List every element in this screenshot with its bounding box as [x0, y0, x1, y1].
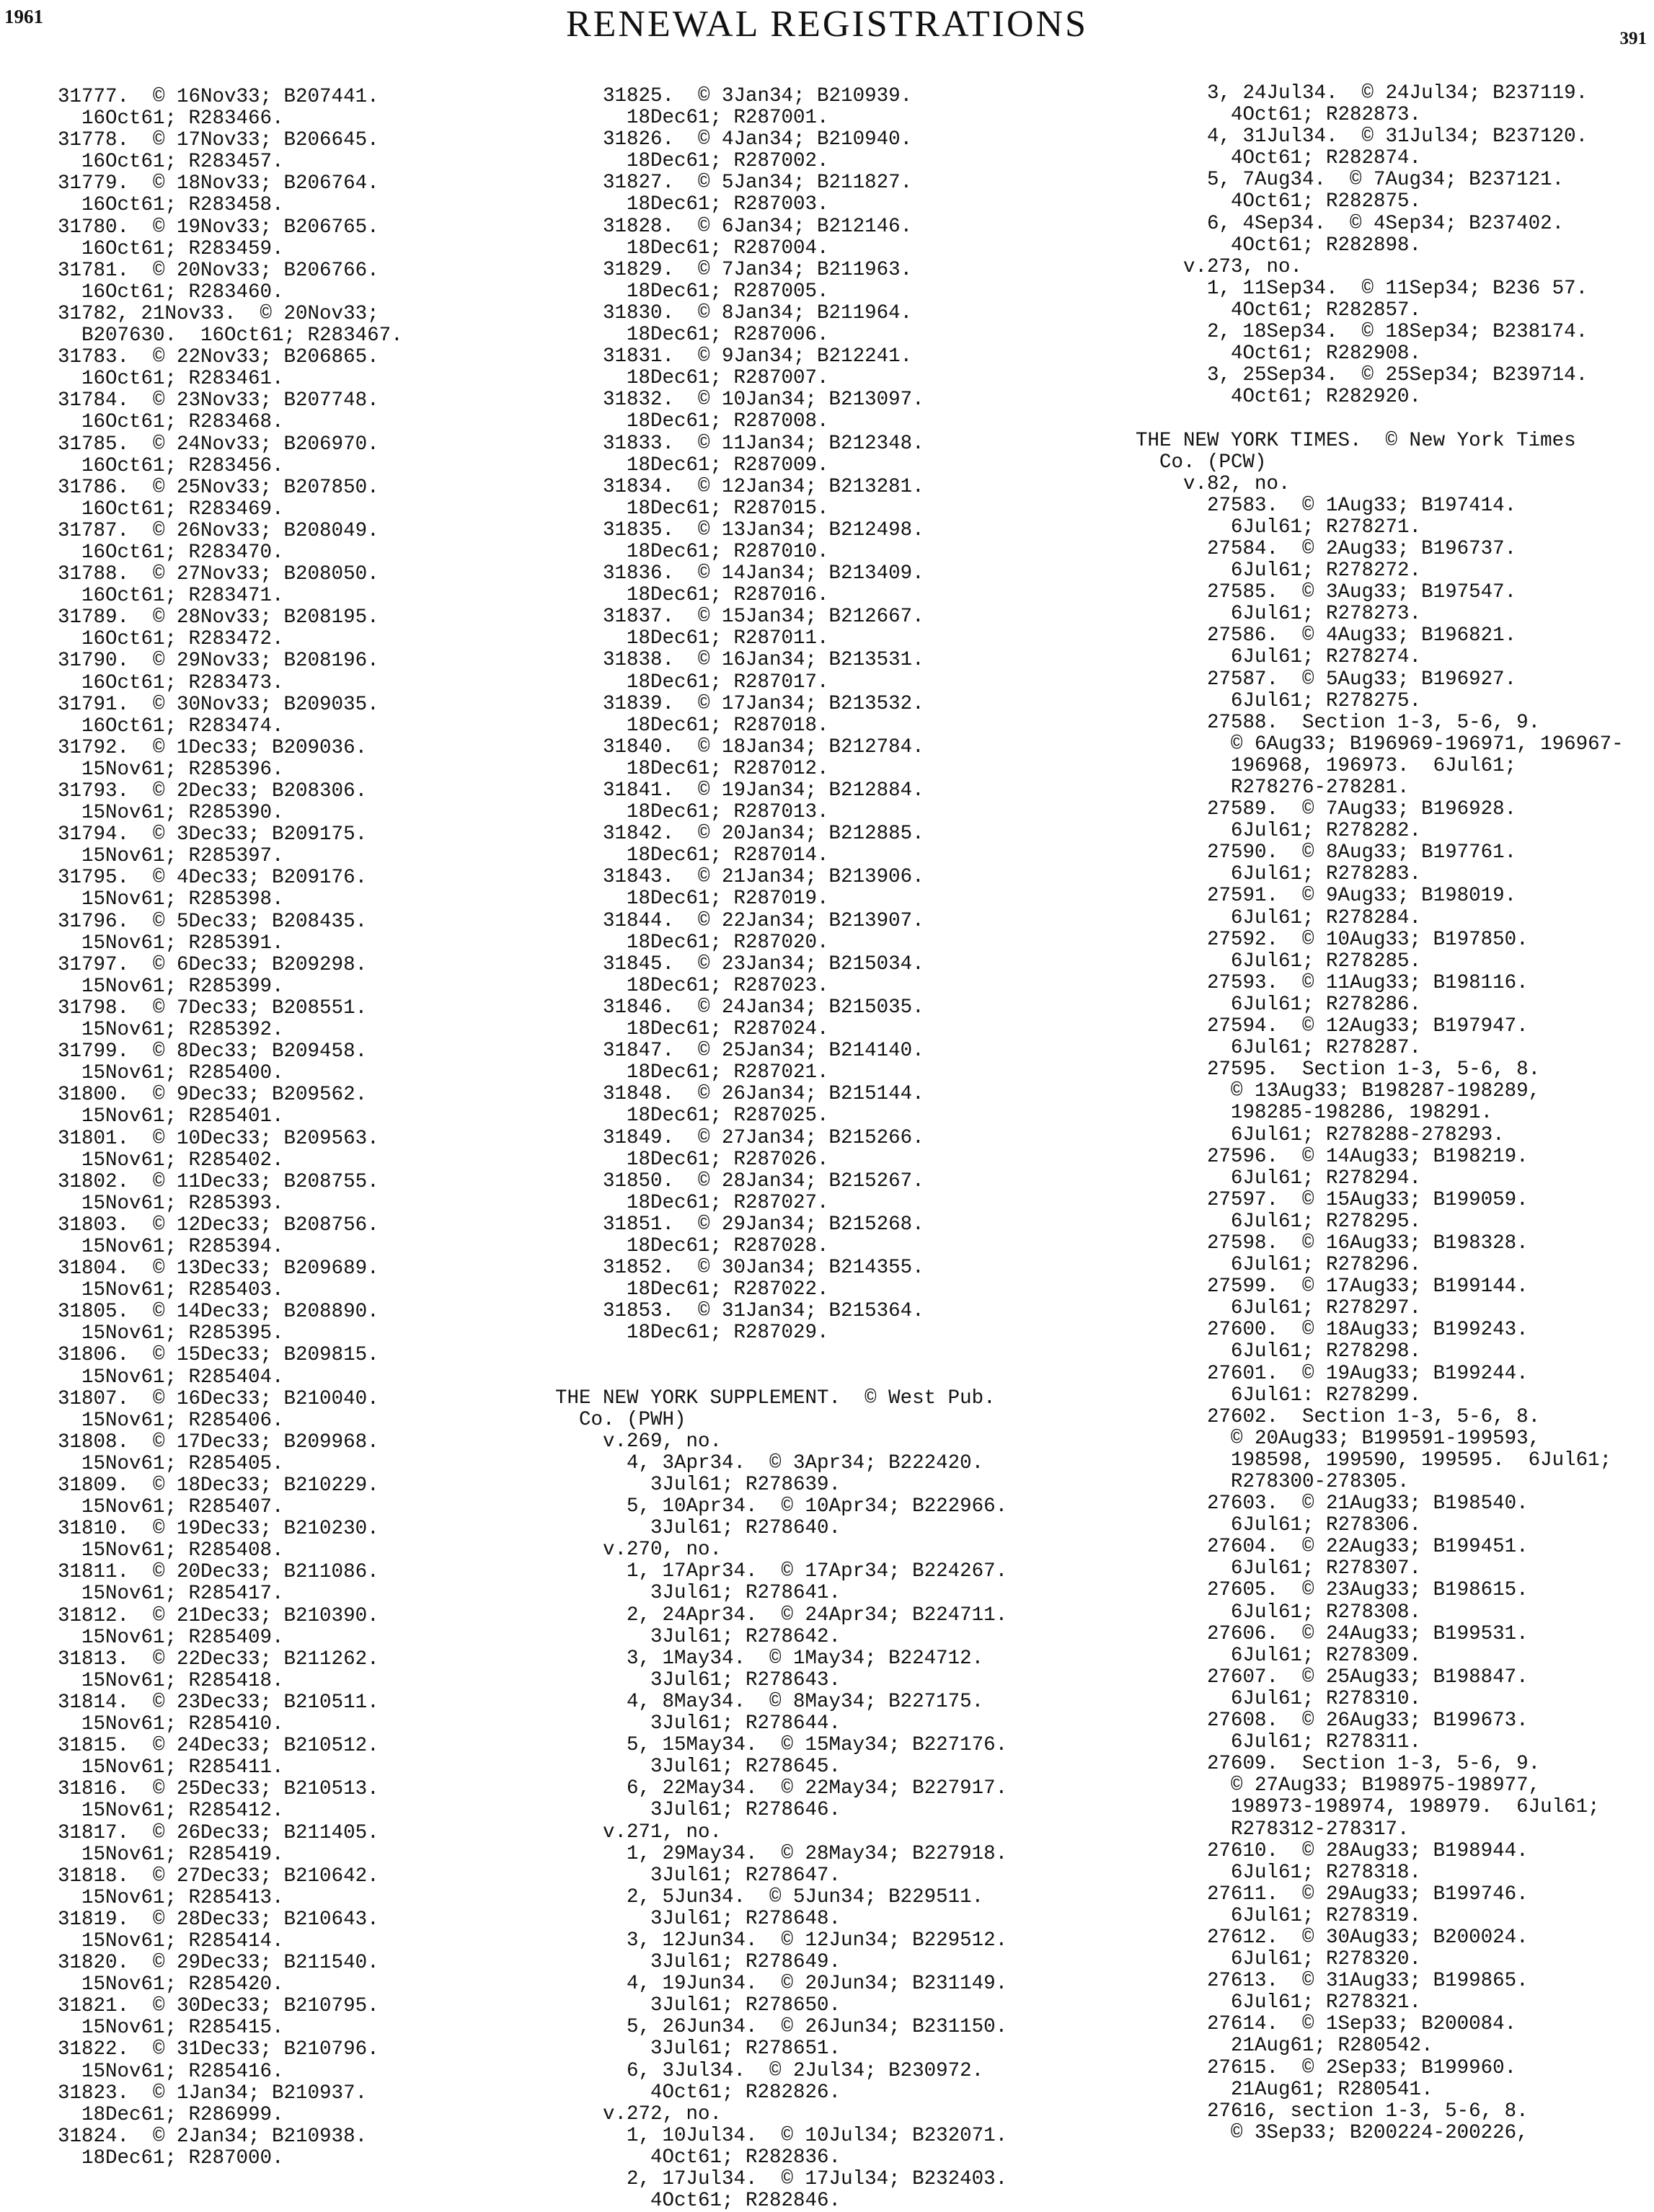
entry-line: 31826. © 4Jan34; B210940. — [555, 128, 913, 151]
entry-line: 4Oct61; R282908. — [1136, 342, 1422, 366]
entry-line: 198285-198286, 198291. — [1136, 1102, 1493, 1125]
entry-line: 27596. © 14Aug33; B198219. — [1136, 1145, 1529, 1168]
entry-line: 1, 17Apr34. © 17Apr34; B224267. — [555, 1560, 1008, 1583]
entry-line: 31819. © 28Dec33; B210643. — [58, 1908, 379, 1931]
entry-line: 3Jul61; R278645. — [555, 1756, 841, 1779]
entry-line: 1, 10Jul34. © 10Jul34; B232071. — [555, 2124, 1008, 2147]
entry-line: 18Dec61; R287017. — [555, 671, 829, 694]
entry-line: 27616, section 1-3, 5-6, 8. — [1136, 2100, 1529, 2123]
entry-line: 6, 3Jul34. © 2Jul34; B230972. — [555, 2059, 984, 2082]
entry-line: 31777. © 16Nov33; B207441. — [58, 86, 379, 108]
entry-line: 31809. © 18Dec33; B210229. — [58, 1474, 379, 1497]
entry-line: 27604. © 22Aug33; B199451. — [1136, 1536, 1529, 1559]
entry-line: 27610. © 28Aug33; B198944. — [1136, 1839, 1529, 1862]
entry-line: 27613. © 31Aug33; B199865. — [1136, 1970, 1529, 1993]
entry-line: 15Nov61; R285418. — [58, 1669, 284, 1692]
entry-line: 15Nov61; R285398. — [58, 888, 284, 911]
entry-line: 31849. © 27Jan34; B215266. — [555, 1126, 924, 1149]
entry-line: 31810. © 19Dec33; B210230. — [58, 1518, 379, 1541]
entry-line: 31787. © 26Nov33; B208049. — [58, 519, 379, 542]
entry-line: 6, 22May34. © 22May34; B227917. — [555, 1777, 1008, 1800]
entry-line: 3, 1May34. © 1May34; B224712. — [555, 1647, 984, 1670]
entry-line: 6Jul61; R278297. — [1136, 1297, 1422, 1320]
entry-line: 18Dec61; R287025. — [555, 1105, 829, 1128]
entry-line: 18Dec61; R287015. — [555, 497, 829, 520]
entry-line: 31836. © 14Jan34; B213409. — [555, 562, 924, 585]
entry-line: 6Jul61; R278307. — [1136, 1557, 1422, 1580]
entry-line: 18Dec61; R287019. — [555, 888, 829, 911]
entry-line: 31778. © 17Nov33; B206645. — [58, 129, 379, 152]
entry-line: 27588. Section 1-3, 5-6, 9. — [1136, 711, 1541, 734]
entry-line: 31798. © 7Dec33; B208551. — [58, 996, 368, 1019]
entry-line: 31847. © 25Jan34; B214140. — [555, 1040, 924, 1063]
entry-line: 15Nov61; R285395. — [58, 1322, 284, 1345]
entry-line: v.269, no. — [555, 1430, 722, 1453]
entry-line: 5, 7Aug34. © 7Aug34; B237121. — [1136, 169, 1565, 192]
entry-line: 18Dec61; R287001. — [555, 107, 829, 130]
entry-line: 31807. © 16Dec33; B210040. — [58, 1387, 379, 1410]
entry-line: 18Dec61; R287007. — [555, 367, 829, 390]
entry-line: 31834. © 12Jan34; B213281. — [555, 475, 924, 498]
entry-line: 6Jul61; R278310. — [1136, 1687, 1422, 1710]
entry-line: 16Oct61; R283460. — [58, 280, 284, 304]
entry-line: 15Nov61; R285390. — [58, 802, 284, 825]
entry-line: v.272, no. — [555, 2102, 722, 2125]
entry-line: THE NEW YORK TIMES. © New York Times — [1136, 429, 1576, 452]
entry-line: 31813. © 22Dec33; B211262. — [58, 1647, 379, 1671]
entry-line: 2, 17Jul34. © 17Jul34; B232403. — [555, 2168, 1008, 2190]
entry-line: 16Oct61; R283474. — [58, 715, 284, 738]
entry-line: 6, 4Sep34. © 4Sep34; B237402. — [1136, 212, 1565, 235]
entry-line: 27589. © 7Aug33; B196928. — [1136, 798, 1517, 821]
entry-line: 18Dec61; R287023. — [555, 974, 829, 997]
entry-line: 27595. Section 1-3, 5-6, 8. — [1136, 1058, 1541, 1081]
header-year: 1961 — [4, 6, 43, 27]
entry-line: 31792. © 1Dec33; B209036. — [58, 736, 368, 759]
entry-line: © 27Aug33; B198975-198977, — [1136, 1774, 1541, 1797]
entry-line: 18Dec61; R287024. — [555, 1018, 829, 1041]
entry-line: 4Oct61; R282898. — [1136, 234, 1422, 257]
entry-line: 6Jul61; R278271. — [1136, 516, 1422, 539]
entry-line: 31814. © 23Dec33; B210511. — [58, 1691, 379, 1714]
entry-line: 31822. © 31Dec33; B210796. — [58, 2038, 379, 2061]
entry-line: 31831. © 9Jan34; B212241. — [555, 345, 913, 368]
entry-line: 31828. © 6Jan34; B212146. — [555, 215, 913, 238]
entry-line: 3Jul61; R278648. — [555, 1907, 841, 1930]
entry-line: 27594. © 12Aug33; B197947. — [1136, 1015, 1529, 1038]
entry-line: 6Jul61; R278286. — [1136, 993, 1422, 1016]
entry-line: 6Jul61; R278283. — [1136, 863, 1422, 886]
entry-line: 15Nov61; R285420. — [58, 1973, 284, 1996]
entry-line: 27591. © 9Aug33; B198019. — [1136, 885, 1517, 908]
entry-line: 3Jul61; R278639. — [555, 1474, 841, 1496]
entry-line: 3, 12Jun34. © 12Jun34; B229512. — [555, 1929, 1008, 1952]
entry-line: v.271, no. — [555, 1821, 722, 1844]
entry-line: 27587. © 5Aug33; B196927. — [1136, 668, 1517, 691]
entry-line: 31820. © 29Dec33; B211540. — [58, 1952, 379, 1975]
entry-line: 6Jul61; R278318. — [1136, 1861, 1422, 1884]
entry-line: 2, 24Apr34. © 24Apr34; B224711. — [555, 1603, 1008, 1627]
entry-line: 16Oct61; R283458. — [58, 194, 284, 217]
entry-line: 15Nov61; R285409. — [58, 1626, 284, 1649]
entry-line: 31825. © 3Jan34; B210939. — [555, 85, 913, 107]
blank-line — [1136, 408, 1624, 430]
entry-line: 15Nov61; R285412. — [58, 1800, 284, 1823]
entry-line: 18Dec61; R287005. — [555, 280, 829, 303]
column-2 — [555, 86, 1007, 2212]
entry-line: 31853. © 31Jan34; B215364. — [555, 1300, 924, 1323]
entry-line: 31806. © 15Dec33; B209815. — [58, 1344, 379, 1367]
entry-line: 15Nov61; R285394. — [58, 1235, 284, 1258]
entry-line: 16Oct61; R283472. — [58, 628, 284, 651]
entry-line: R278300-278305. — [1136, 1471, 1410, 1493]
entry-line: 27612. © 30Aug33; B200024. — [1136, 1926, 1529, 1949]
entry-line: 18Dec61; R287027. — [555, 1191, 829, 1214]
entry-line: 15Nov61; R285401. — [58, 1105, 284, 1128]
entry-line: 2, 18Sep34. © 18Sep34; B238174. — [1136, 321, 1588, 344]
entry-line: 31800. © 9Dec33; B209562. — [58, 1084, 368, 1107]
entry-line: 3Jul61; R278647. — [555, 1864, 841, 1887]
entry-line: 16Oct61; R283459. — [58, 237, 284, 260]
entry-line: © 13Aug33; B198287-198289, — [1136, 1080, 1541, 1103]
entry-line: 3Jul61; R278649. — [555, 1951, 841, 1974]
entry-line: 6Jul61; R278273. — [1136, 603, 1422, 626]
entry-line: 18Dec61; R287010. — [555, 540, 829, 563]
entry-line: 15Nov61; R285400. — [58, 1062, 284, 1085]
entry-line: 15Nov61; R285403. — [58, 1279, 284, 1302]
entry-line: 15Nov61; R285399. — [58, 975, 284, 998]
entry-line: v.273, no. — [1136, 255, 1303, 278]
entry-line: 15Nov61; R285402. — [58, 1149, 284, 1172]
entry-line: 3Jul61; R278643. — [555, 1668, 841, 1691]
entry-line: 15Nov61; R285393. — [58, 1192, 284, 1215]
entry-line: 16Oct61; R283466. — [58, 107, 284, 130]
entry-line: R278312-278317. — [1136, 1818, 1410, 1841]
entry-line: 18Dec61; R287020. — [555, 931, 829, 954]
entry-line: 16Oct61; R283473. — [58, 671, 284, 694]
entry-line: 27583. © 1Aug33; B197414. — [1136, 494, 1517, 517]
entry-line: 3Jul61; R278650. — [555, 1994, 841, 2017]
entry-line: 18Dec61; R287002. — [555, 150, 829, 173]
entry-line: 31845. © 23Jan34; B215034. — [555, 952, 924, 976]
entry-line: 15Nov61; R285419. — [58, 1843, 284, 1866]
entry-line: 5, 15May34. © 15May34; B227176. — [555, 1734, 1008, 1757]
entry-line: 21Aug61; R280541. — [1136, 2078, 1433, 2101]
entry-line: 6Jul61; R278308. — [1136, 1601, 1422, 1624]
entry-line: 1, 11Sep34. © 11Sep34; B236 57. — [1136, 277, 1588, 300]
entry-line: 18Dec61; R287003. — [555, 193, 829, 216]
entry-line: 31803. © 12Dec33; B208756. — [58, 1213, 379, 1236]
entry-line: 31781. © 20Nov33; B206766. — [58, 259, 379, 282]
entry-line: 18Dec61; R287022. — [555, 1278, 829, 1301]
entry-line: 31827. © 5Jan34; B211827. — [555, 172, 913, 195]
entry-line: 3Jul61; R278640. — [555, 1517, 841, 1540]
entry-line: 15Nov61; R285410. — [58, 1713, 284, 1736]
entry-line: 15Nov61; R285416. — [58, 2060, 284, 2083]
entry-line: 31804. © 13Dec33; B209689. — [58, 1257, 379, 1280]
entry-line: 31837. © 15Jan34; B212667. — [555, 606, 924, 629]
entry-line: 31852. © 30Jan34; B214355. — [555, 1257, 924, 1280]
entry-line: 31791. © 30Nov33; B209035. — [58, 693, 379, 716]
page-title: RENEWAL REGISTRATIONS — [565, 4, 1089, 45]
entry-line: 15Nov61; R285415. — [58, 2017, 284, 2040]
entry-line: 31785. © 24Nov33; B206970. — [58, 433, 379, 456]
entry-line: 4Oct61; R282920. — [1136, 386, 1422, 409]
entry-line: 3Jul61; R278646. — [555, 1799, 841, 1822]
entry-line: 3, 24Jul34. © 24Jul34; B237119. — [1136, 82, 1588, 105]
entry-line: © 6Aug33; B196969-196971, 196967- — [1136, 733, 1624, 756]
blank-line — [555, 1344, 1007, 1366]
entry-line: 16Oct61; R283468. — [58, 411, 284, 434]
entry-line: 6Jul61; R278306. — [1136, 1514, 1422, 1537]
entry-line: 15Nov61; R285391. — [58, 932, 284, 955]
entry-line: 4Oct61; R282857. — [1136, 298, 1422, 322]
entry-line: 4, 8May34. © 8May34; B227175. — [555, 1690, 984, 1713]
entry-line: 6Jul61; R278285. — [1136, 950, 1422, 973]
entry-line: 18Dec61; R287026. — [555, 1148, 829, 1171]
entry-line: 31840. © 18Jan34; B212784. — [555, 735, 924, 758]
entry-line: 4Oct61; R282875. — [1136, 190, 1422, 213]
entry-line: 27614. © 1Sep33; B200084. — [1136, 2013, 1517, 2036]
column-3 — [1136, 83, 1624, 2144]
entry-line: 5, 26Jun34. © 26Jun34; B231150. — [555, 2016, 1008, 2039]
entry-line: 18Dec61; R287011. — [555, 627, 829, 650]
entry-line: 31801. © 10Dec33; B209563. — [58, 1127, 379, 1150]
entry-line: 16Oct61; R283461. — [58, 368, 284, 391]
entry-line: 31799. © 8Dec33; B209458. — [58, 1040, 368, 1063]
entry-line: 6Jul61; R278295. — [1136, 1210, 1422, 1233]
entry-line: 3Jul61; R278651. — [555, 2038, 841, 2061]
entry-line: 6Jul61; R278296. — [1136, 1254, 1422, 1277]
entry-line: 31782, 21Nov33. © 20Nov33; — [58, 302, 379, 325]
entry-line: 4, 3Apr34. © 3Apr34; B222420. — [555, 1451, 984, 1474]
entry-line: 31841. © 19Jan34; B212884. — [555, 779, 924, 802]
entry-line: 6Jul61; R278320. — [1136, 1948, 1422, 1971]
entry-line: 27615. © 2Sep33; B199960. — [1136, 2056, 1517, 2079]
entry-line: 27605. © 23Aug33; B198615. — [1136, 1579, 1529, 1602]
entry-line: 31788. © 27Nov33; B208050. — [58, 563, 379, 586]
entry-line: 198973-198974, 198979. 6Jul61; — [1136, 1796, 1600, 1819]
entry-line: 198598, 199590, 199595. 6Jul61; — [1136, 1448, 1612, 1472]
entry-line: 27609. Section 1-3, 5-6, 9. — [1136, 1753, 1541, 1776]
entry-line: 27608. © 26Aug33; B199673. — [1136, 1709, 1529, 1733]
entry-line: 31795. © 4Dec33; B209176. — [58, 867, 368, 890]
entry-line: 4Oct61; R282874. — [1136, 147, 1422, 170]
entry-line: 27593. © 11Aug33; B198116. — [1136, 971, 1529, 994]
entry-line: 6Jul61; R278287. — [1136, 1037, 1422, 1060]
entry-line: 16Oct61; R283457. — [58, 151, 284, 174]
entry-line: 31811. © 20Dec33; B211086. — [58, 1561, 379, 1584]
entry-line: 27586. © 4Aug33; B196821. — [1136, 624, 1517, 647]
entry-line: 18Dec61; R287029. — [555, 1322, 829, 1345]
entry-line: 27603. © 21Aug33; B198540. — [1136, 1492, 1529, 1516]
entry-line: 15Nov61; R285405. — [58, 1452, 284, 1475]
entry-line: 6Jul61; R278311. — [1136, 1731, 1422, 1754]
entry-line: 27584. © 2Aug33; B196737. — [1136, 537, 1517, 560]
entry-line: 31835. © 13Jan34; B212498. — [555, 518, 924, 541]
entry-line: 31823. © 1Jan34; B210937. — [58, 2082, 368, 2105]
entry-line: 31808. © 17Dec33; B209968. — [58, 1430, 379, 1454]
entry-line: 31802. © 11Dec33; B208755. — [58, 1170, 379, 1193]
entry-line: 4, 19Jun34. © 20Jun34; B231149. — [555, 1973, 1008, 1996]
entry-line: 31832. © 10Jan34; B213097. — [555, 389, 924, 412]
entry-line: 31805. © 14Dec33; B208890. — [58, 1301, 379, 1324]
entry-line: 27600. © 18Aug33; B199243. — [1136, 1319, 1529, 1342]
entry-line: 196968, 196973. 6Jul61; — [1136, 754, 1517, 777]
entry-line: © 3Sep33; B200224-200226, — [1136, 2121, 1529, 2144]
entry-line: 31839. © 17Jan34; B213532. — [555, 692, 924, 715]
entry-line: 18Dec61; R286999. — [58, 2103, 284, 2126]
entry-line: 15Nov61; R285397. — [58, 845, 284, 868]
entry-line: 27602. Section 1-3, 5-6, 8. — [1136, 1405, 1541, 1428]
entry-line: 16Oct61; R283471. — [58, 585, 284, 608]
entry-line: 31844. © 22Jan34; B213907. — [555, 909, 924, 932]
entry-line: 31780. © 19Nov33; B206765. — [58, 216, 379, 239]
entry-line: 4Oct61; R282846. — [555, 2190, 841, 2212]
entry-line: 6Jul61; R278282. — [1136, 820, 1422, 843]
entry-line: 15Nov61; R285417. — [58, 1583, 284, 1606]
entry-line: 6Jul61; R278274. — [1136, 646, 1422, 669]
entry-line: 31797. © 6Dec33; B209298. — [58, 953, 368, 976]
entry-line: 18Dec61; R287009. — [555, 454, 829, 477]
entry-line: Co. (PCW) — [1136, 451, 1267, 474]
entry-line: 6Jul61; R278321. — [1136, 1991, 1422, 2014]
entry-line: 27599. © 17Aug33; B199144. — [1136, 1275, 1529, 1299]
entry-line: 31796. © 5Dec33; B208435. — [58, 910, 368, 933]
entry-line: 31815. © 24Dec33; B210512. — [58, 1735, 379, 1758]
entry-line: 6Jul61; R278298. — [1136, 1340, 1422, 1363]
entry-line: 31786. © 25Nov33; B207850. — [58, 476, 379, 499]
entry-line: 16Oct61; R283456. — [58, 454, 284, 477]
entry-line: 31829. © 7Jan34; B211963. — [555, 258, 913, 281]
entry-line: 16Oct61; R283470. — [58, 541, 284, 564]
entry-line: 4Oct61; R282826. — [555, 2081, 841, 2104]
entry-line: 27585. © 3Aug33; B197547. — [1136, 581, 1517, 604]
column-1 — [58, 87, 403, 2169]
entry-line: 6Jul61; R278288-278293. — [1136, 1123, 1505, 1146]
entry-line: 15Nov61; R285408. — [58, 1539, 284, 1562]
entry-line: 27611. © 29Aug33; B199746. — [1136, 1883, 1529, 1906]
entry-line: 27590. © 8Aug33; B197761. — [1136, 841, 1517, 864]
entry-line: 3, 25Sep34. © 25Sep34; B239714. — [1136, 364, 1588, 387]
entry-line: 31851. © 29Jan34; B215268. — [555, 1213, 924, 1236]
entry-line: 27601. © 19Aug33; B199244. — [1136, 1362, 1529, 1385]
entry-line: 31783. © 22Nov33; B206865. — [58, 346, 379, 369]
entry-line: © 20Aug33; B199591-199593, — [1136, 1427, 1541, 1450]
entry-line: v.270, no. — [555, 1539, 722, 1562]
page-number: 391 — [1619, 29, 1647, 48]
entry-line: 27606. © 24Aug33; B199531. — [1136, 1622, 1529, 1645]
entry-line: 31789. © 28Nov33; B208195. — [58, 606, 379, 629]
entry-line: 3Jul61; R278642. — [555, 1625, 841, 1648]
entry-line: 18Dec61; R287008. — [555, 410, 829, 433]
entry-line: 31784. © 23Nov33; B207748. — [58, 389, 379, 412]
entry-line: 18Dec61; R287004. — [555, 236, 829, 260]
entry-line: 15Nov61; R285406. — [58, 1409, 284, 1432]
entry-line: 31818. © 27Dec33; B210642. — [58, 1864, 379, 1888]
entry-line: 15Nov61; R285413. — [58, 1886, 284, 1909]
entry-line: 15Nov61; R285404. — [58, 1366, 284, 1389]
entry-line: 4Oct61; R282836. — [555, 2146, 841, 2169]
entry-line: 31842. © 20Jan34; B212885. — [555, 823, 924, 846]
entry-line: 18Dec61; R287013. — [555, 801, 829, 824]
entry-line: 31843. © 21Jan34; B213906. — [555, 866, 924, 889]
entry-line: 31830. © 8Jan34; B211964. — [555, 301, 913, 324]
entry-line: 18Dec61; R287006. — [555, 324, 829, 347]
entry-line: 18Dec61; R287000. — [58, 2146, 284, 2169]
entry-line: 27592. © 10Aug33; B197850. — [1136, 928, 1529, 951]
entry-line: 15Nov61; R285396. — [58, 758, 284, 781]
entry-line: 4, 31Jul34. © 31Jul34; B237120. — [1136, 125, 1588, 149]
entry-line: 31817. © 26Dec33; B211405. — [58, 1821, 379, 1844]
entry-line: 18Dec61; R287012. — [555, 757, 829, 780]
entry-line: 3Jul61; R278641. — [555, 1582, 841, 1605]
entry-line: 31824. © 2Jan34; B210938. — [58, 2125, 368, 2148]
entry-line: Co. (PWH) — [555, 1408, 686, 1431]
entry-line: 27597. © 15Aug33; B199059. — [1136, 1188, 1529, 1211]
entry-line: 6Jul61; R278319. — [1136, 1904, 1422, 1927]
entry-line: 31812. © 21Dec33; B210390. — [58, 1604, 379, 1627]
entry-line: 16Oct61; R283469. — [58, 497, 284, 521]
entry-line: 18Dec61; R287018. — [555, 714, 829, 737]
entry-line: 15Nov61; R285411. — [58, 1756, 284, 1779]
entry-line: v.82, no. — [1136, 472, 1291, 495]
entry-line: R278276-278281. — [1136, 777, 1410, 799]
page-header — [0, 0, 1654, 50]
entry-line: 5, 10Apr34. © 10Apr34; B222966. — [555, 1495, 1008, 1518]
entry-line: 18Dec61; R287028. — [555, 1234, 829, 1257]
entry-line: 6Jul61; R278294. — [1136, 1167, 1422, 1190]
entry-line: 31790. © 29Nov33; B208196. — [58, 650, 379, 673]
entry-line: 27607. © 25Aug33; B198847. — [1136, 1665, 1529, 1689]
entry-line: 31850. © 28Jan34; B215267. — [555, 1169, 924, 1193]
entry-line: 31816. © 25Dec33; B210513. — [58, 1778, 379, 1801]
entry-line: 2, 5Jun34. © 5Jun34; B229511. — [555, 1885, 984, 1908]
entry-line: 15Nov61; R285392. — [58, 1019, 284, 1042]
entry-line: 15Nov61; R285407. — [58, 1496, 284, 1519]
entry-line: 27598. © 16Aug33; B198328. — [1136, 1231, 1529, 1255]
entry-line: 18Dec61; R287021. — [555, 1061, 829, 1084]
entry-line: 6Jul61; R278275. — [1136, 689, 1422, 712]
entry-line: 18Dec61; R287016. — [555, 584, 829, 607]
entry-line: 6Jul61; R278284. — [1136, 906, 1422, 929]
entry-line: 15Nov61; R285414. — [58, 1929, 284, 1952]
entry-line: 6Jul61: R278299. — [1136, 1384, 1422, 1407]
entry-line: 31794. © 3Dec33; B209175. — [58, 823, 368, 846]
entry-line: 6Jul61; R278309. — [1136, 1644, 1422, 1667]
entry-line: THE NEW YORK SUPPLEMENT. © West Pub. — [555, 1386, 996, 1410]
entry-line: 31821. © 30Dec33; B210795. — [58, 1995, 379, 2018]
entry-line: 4Oct61; R282873. — [1136, 104, 1422, 127]
entry-line: 31833. © 11Jan34; B212348. — [555, 432, 924, 455]
entry-line: 1, 29May34. © 28May34; B227918. — [555, 1842, 1008, 1865]
entry-line: 6Jul61; R278272. — [1136, 559, 1422, 583]
entry-line: B207630. 16Oct61; R283467. — [58, 324, 403, 348]
entry-line: 31793. © 2Dec33; B208306. — [58, 780, 368, 802]
entry-line: 21Aug61; R280542. — [1136, 2035, 1433, 2058]
entry-line: 3Jul61; R278644. — [555, 1712, 841, 1735]
blank-line — [555, 1366, 1007, 1388]
entry-line: 18Dec61; R287014. — [555, 844, 829, 867]
entry-line: 31848. © 26Jan34; B215144. — [555, 1083, 924, 1106]
entry-line: 31838. © 16Jan34; B213531. — [555, 649, 924, 672]
entry-line: 31779. © 18Nov33; B206764. — [58, 172, 379, 195]
entry-line: 31846. © 24Jan34; B215035. — [555, 996, 924, 1019]
